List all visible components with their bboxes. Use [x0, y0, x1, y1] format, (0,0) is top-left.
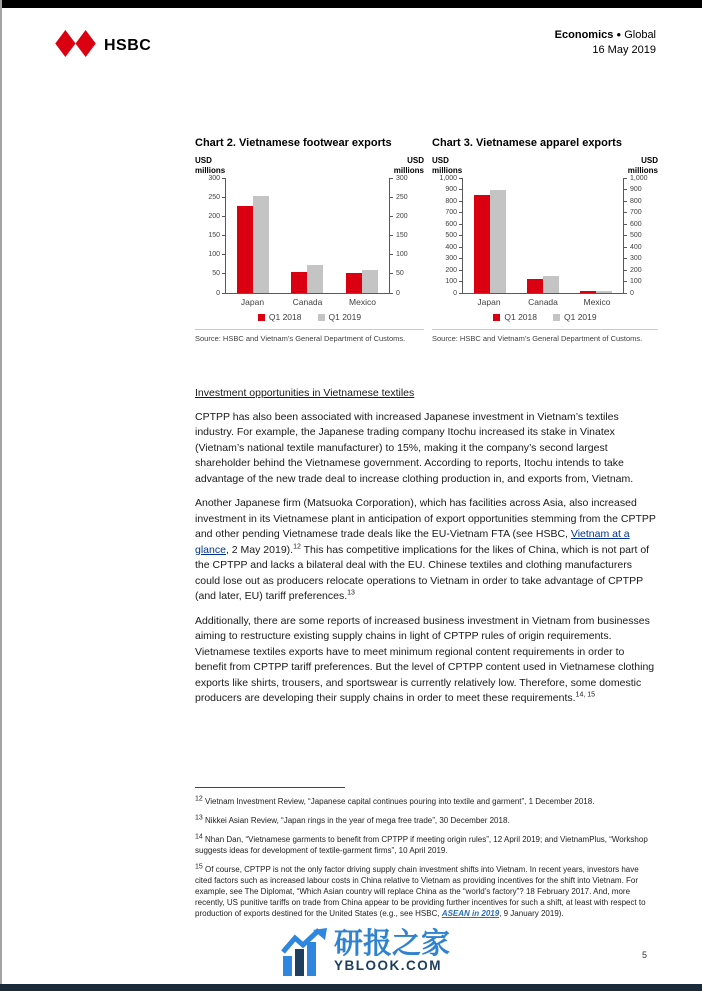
bar-group-canada: [280, 178, 334, 293]
bar: [362, 270, 378, 293]
legend-swatch-icon: [318, 314, 325, 321]
bar: [237, 206, 253, 293]
inline-link[interactable]: ASEAN in 2019: [441, 909, 500, 918]
y-axis-unit-left: USD millions: [432, 156, 463, 175]
text-run: Nhan Dan, “Vietnamese garments to benefit from CPTPP if meeting origin rules”, 12 April 2019; and VietnamPlus, “Workshop suggests ideas for development of textile-garment firms”, 10 April 2019.: [195, 835, 648, 855]
bar: [596, 291, 612, 293]
legend-item: [493, 312, 537, 322]
y-tick-label: 400: [624, 243, 658, 252]
masthead: [555, 27, 656, 58]
tick-mark: [390, 197, 393, 198]
footnote-ref: 12: [293, 543, 301, 550]
footnote: [195, 796, 657, 807]
bar: [490, 190, 506, 293]
y-tick-label: 1,000: [624, 174, 658, 183]
plot-area: [195, 174, 424, 297]
legend-label: Q1 2019: [564, 312, 597, 322]
x-axis-label: Canada: [292, 297, 323, 307]
brand-text: HSBC: [104, 37, 152, 54]
legend-label: Q1 2018: [268, 312, 302, 322]
x-axis-label: Mexico: [349, 297, 376, 307]
bar: [346, 273, 362, 293]
y-tick-label: 250: [195, 193, 225, 202]
separator-bullet-icon: ●: [616, 30, 622, 39]
y-axis-left: [195, 174, 225, 297]
chart-legend: [195, 312, 424, 322]
y-axis-right: [390, 174, 424, 297]
y-tick-label: 100: [432, 277, 462, 286]
y-tick-label: 800: [624, 197, 658, 206]
y-tick-label: 1,000: [432, 174, 462, 183]
x-axis-label: Japan: [477, 297, 501, 307]
y-tick-label: 200: [432, 266, 462, 275]
footnote-ref: 14, 15: [575, 691, 596, 699]
paragraph: [195, 410, 657, 488]
brand-block: [55, 30, 151, 62]
y-tick-label: 150: [390, 231, 424, 240]
bar: [291, 272, 307, 293]
tick-mark: [624, 247, 627, 248]
footnote: [195, 864, 657, 919]
tick-mark: [624, 224, 627, 225]
watermark-title: 研报之家: [334, 926, 451, 960]
text-run: , 9 January 2019).: [499, 909, 564, 918]
report-category: Economics: [554, 29, 614, 41]
tick-mark: [390, 293, 393, 294]
legend-swatch-icon: [493, 314, 500, 321]
report-date: 16 May 2019: [592, 44, 656, 56]
x-axis-labels: [462, 297, 624, 307]
bar: [580, 291, 596, 293]
y-tick-label: 900: [432, 185, 462, 194]
watermark: [281, 928, 450, 983]
tick-mark: [624, 201, 627, 202]
footnotes-section: [195, 787, 657, 927]
watermark-chart-icon: [281, 928, 327, 983]
x-axis-labels: [225, 297, 390, 307]
legend-swatch-icon: [553, 314, 560, 321]
charts-row: [195, 137, 658, 343]
tick-mark: [624, 189, 627, 190]
y-axis-unit-left: USD millions: [195, 156, 226, 175]
y-axis-unit-right: USD millions: [627, 156, 658, 175]
y-tick-label: 100: [624, 277, 658, 286]
plot-area: [432, 174, 658, 297]
footnote-separator: [195, 787, 345, 788]
text-run: Vietnam Investment Review, “Japanese capital continues pouring into textile and garment”, 1 December 2018.: [202, 797, 595, 806]
y-tick-label: 0: [195, 289, 225, 298]
text-run: This has competitive implications for the likes of China, which is not part of the CPTPP and lacks a bilateral deal with the EU. Chinese textiles and clothing manufacturers could lose out as producers relocate operations to Vietnam in order to take advantage of CPTPP (and later, EU) tariff preferences.: [195, 543, 650, 602]
tick-mark: [390, 235, 393, 236]
footnote: [195, 815, 657, 826]
bar: [253, 196, 269, 293]
bottom-footer-bar: [0, 984, 702, 991]
bar-group-mexico: [570, 178, 623, 293]
text-run: Additionally, there are some reports of increased business investment in Vietnam from businesses aiming to restructure existing supply chains in light of CPTPP rules of origin requirements. Vietnamese textiles exports have to meet minimum regional content requirements in order to benefit from CPTPP tariff preferences. But the level of CPTPP content used in Vietnamese clothing exports like shirts, trousers, and sportswear is currently relatively low. Therefore, some domestic producers are developing their supply chains in order to meet these requirements.: [195, 614, 655, 704]
footnote-ref: 15: [195, 863, 203, 871]
bar: [543, 276, 559, 293]
y-tick-label: 300: [390, 174, 424, 183]
y-tick-label: 500: [432, 231, 462, 240]
text-run: , 2 May 2019).: [225, 543, 294, 556]
footnote-ref: 13: [347, 589, 355, 597]
y-tick-label: 0: [390, 289, 424, 298]
tick-mark: [624, 281, 627, 282]
tick-mark: [624, 235, 627, 236]
y-tick-label: 0: [432, 289, 462, 298]
article-body: [195, 386, 657, 716]
legend-item: [553, 312, 597, 322]
y-tick-label: 150: [195, 231, 225, 240]
footnote-ref: 13: [195, 814, 203, 822]
bar-group-japan: [463, 178, 516, 293]
text-run: Of course, CPTPP is not the only factor driving supply chain investment shifts into Vietnam. In recent years, investors have cited factors such as increased labour costs in China relative to Vietnam as providing incentives for the shift into Vietnam. For example, see The Diplomat, “Which Asian country will replace China as the “world’s factory”? 18 February 2017. And, more recently, US punitive tariffs on trade from China appear to be providing further incentives for such a shift, at least with respect to production of exports destined for the United States (e.g., see HSBC,: [195, 865, 646, 918]
top-border-bar: [0, 0, 702, 8]
text-run: CPTPP has also been associated with increased Japanese investment in Vietnam’s textiles industry. For example, the Japanese trading company Itochu increased its stake in Vinatex (Vietnam’s national textile manufacturer) to 15%, making it the company’s second largest shareholder behind the Vietnamese government. According to reports, Itochu intends to take advantage of the new trade deal to increase clothing production in, and exports from, Vietnam.: [195, 410, 634, 485]
y-tick-label: 600: [432, 220, 462, 229]
bar: [307, 265, 323, 293]
section-heading: Investment opportunities in Vietnamese textiles: [195, 387, 415, 399]
bar-group-canada: [516, 178, 569, 293]
plot-canvas: [462, 178, 624, 294]
paragraph: [195, 496, 657, 605]
plot-canvas: [225, 178, 390, 294]
footnote-ref: 14: [195, 833, 203, 841]
hsbc-logo-icon: [55, 30, 96, 62]
y-tick-label: 50: [195, 269, 225, 278]
legend-label: Q1 2018: [504, 312, 537, 322]
text-run: Nikkei Asian Review, “Japan rings in the year of mega free trade”, 30 December 2018.: [202, 816, 510, 825]
chart-apparel-exports: [432, 137, 658, 343]
y-tick-label: 250: [390, 193, 424, 202]
y-axis-unit-right: USD millions: [393, 156, 424, 175]
bar: [474, 195, 490, 293]
legend-label: Q1 2019: [328, 312, 362, 322]
legend-item: [318, 312, 362, 322]
tick-mark: [390, 216, 393, 217]
chart-title: Chart 3. Vietnamese apparel exports: [432, 137, 622, 149]
y-tick-label: 300: [432, 254, 462, 263]
y-tick-label: 0: [624, 289, 658, 298]
page-number: 5: [641, 950, 647, 960]
tick-mark: [624, 258, 627, 259]
bar: [527, 279, 543, 293]
y-tick-label: 500: [624, 231, 658, 240]
footnote-ref: 12: [195, 795, 203, 803]
y-tick-label: 200: [624, 266, 658, 275]
left-edge-line: [0, 0, 2, 991]
tick-mark: [390, 178, 393, 179]
y-axis-left: [432, 174, 462, 297]
y-tick-label: 300: [195, 174, 225, 183]
tick-mark: [624, 293, 627, 294]
report-region: Global: [624, 29, 656, 41]
footnote: [195, 834, 657, 856]
chart-source: Source: HSBC and Vietnam’s General Department of Customs.: [432, 329, 658, 343]
chart-footwear-exports: [195, 137, 424, 343]
y-tick-label: 200: [195, 212, 225, 221]
tick-mark: [390, 273, 393, 274]
inline-link[interactable]: Vietnam at a glance: [195, 528, 630, 556]
y-tick-label: 400: [432, 243, 462, 252]
x-axis-label: Japan: [240, 297, 265, 307]
bar-group-mexico: [335, 178, 389, 293]
paragraph: [195, 614, 657, 707]
tick-mark: [624, 178, 627, 179]
y-tick-label: 600: [624, 220, 658, 229]
x-axis-label: Canada: [528, 297, 558, 307]
y-tick-label: 900: [624, 185, 658, 194]
tick-mark: [624, 212, 627, 213]
y-tick-label: 200: [390, 212, 424, 221]
y-tick-label: 800: [432, 197, 462, 206]
chart-title: Chart 2. Vietnamese footwear exports: [195, 137, 392, 149]
y-tick-label: 700: [432, 208, 462, 217]
chart-legend: [432, 312, 658, 322]
y-tick-label: 700: [624, 208, 658, 217]
y-tick-label: 50: [390, 269, 424, 278]
tick-mark: [390, 254, 393, 255]
y-tick-label: 100: [195, 250, 225, 259]
chart-source: Source: HSBC and Vietnam’s General Department of Customs.: [195, 329, 424, 343]
legend-item: [258, 312, 302, 322]
bar-group-japan: [226, 178, 280, 293]
tick-mark: [624, 270, 627, 271]
y-axis-right: [624, 174, 658, 297]
legend-swatch-icon: [258, 314, 265, 321]
y-tick-label: 100: [390, 250, 424, 259]
x-axis-label: Mexico: [583, 297, 611, 307]
text-run: Another Japanese firm (Matsuoka Corporation), which has facilities across Asia, also increased investment in its Vietnamese plant in anticipation of export opportunities stemming from the CPTPP and other pending Vietnamese trade deals like the EU-Vietnam FTA (see HSBC,: [195, 497, 656, 540]
y-tick-label: 300: [624, 254, 658, 263]
watermark-domain: YBLOOK.COM: [334, 958, 442, 973]
